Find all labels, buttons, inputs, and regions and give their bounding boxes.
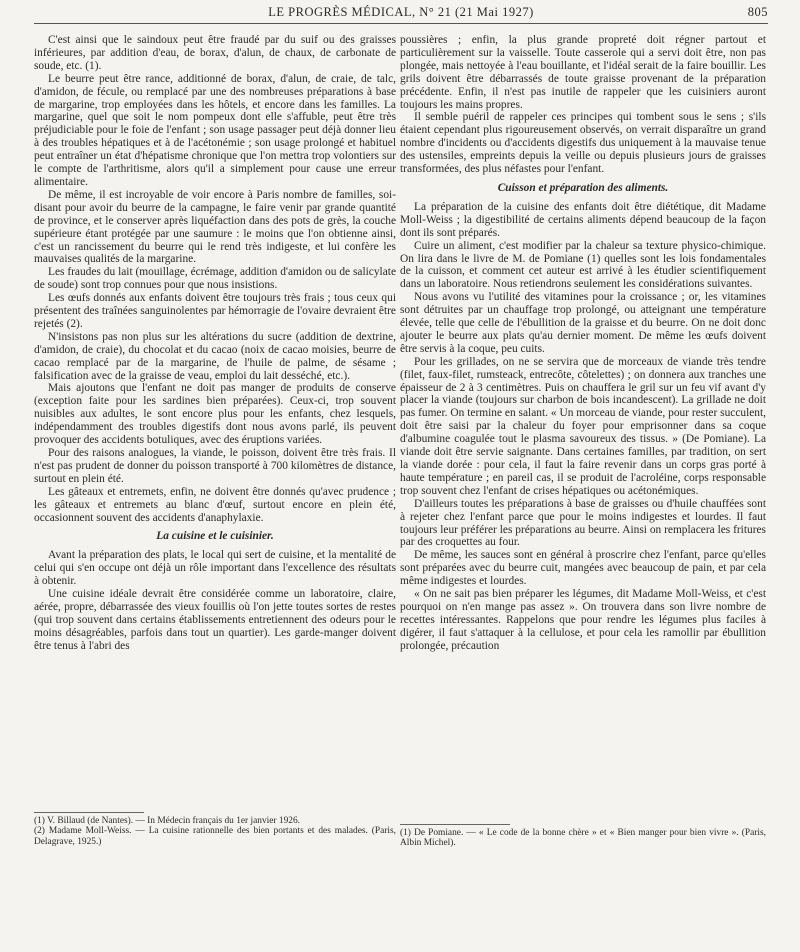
paragraph: poussières ; enfin, la plus grande propreté doit régner partout et particulièrement sur la vaisselle. Toute casserole qui a servi doit être, non pas plongée, mais nettoyée à l'eau bouillante, et l'idéal serait de la faire bouillir. Les grils doivent être débarrassés de toute graisse provenant de la préparation précédente. Enfin, il n'est pas inutile de rappeler que les cuisiniers auront toujours les mains propres. [400, 34, 766, 111]
left-footnotes [34, 816, 396, 847]
paragraph: Avant la préparation des plats, le local qui sert de cuisine, et la mentalité de celui qui s'en occupe ont déjà un rôle important dans l'excellence des résultats à obtenir. [34, 549, 396, 588]
footnote-rule [400, 824, 510, 825]
paragraph: Le beurre peut être rance, additionné de borax, d'alun, de craie, de talc, d'amidon, de fécule, ou remplacé par une des nombreuses préparations à base de margarine, trop employées dans les hôtels, et encore dans les familles. La margarine, quel que soit le nom pompeux dont elle s'affuble, peut être très préjudiciable pour le foie de l'enfant ; son usage passager peut déjà donner lieu à des troubles hépatiques et à de l'acétonémie ; son usage prolongé et habituel peut entraîner un état d'hépatisme chronique que l'on mettra trop volontiers sur le compte de l'arthritisme, alors qu'il a simplement pour cause une erreur alimentaire. [34, 72, 396, 188]
journal-title: LE PROGRÈS MÉDICAL, N° 21 (21 Mai 1927) [268, 5, 534, 19]
right-footnotes [400, 828, 766, 849]
paragraph: De même, il est incroyable de voir encore à Paris nombre de familles, soi-disant pour avoir du beurre de la campagne, le faire venir par grande quantité de province, et le conserver après liquéfaction dans des pots de grès, la couche supérieure étant protégée par une saumure : le moins que l'on obtienne ainsi, c'est un rancissement du beurre qui le rend très indigeste, et lui confère les mauvaises qualités de la margarine. [34, 188, 396, 266]
paragraph: Il semble puéril de rappeler ces principes qui tombent sous le sens ; s'ils étaient cependant plus rigoureusement observés, on verrait disparaître un grand nombre d'incidents ou d'accidents digestifs dus uniquement à la mauvaise tenue des ustensiles, empreints depuis la veille ou depuis plusieurs jours de graisses transformées, des plus néfastes pour l'enfant. [400, 111, 766, 176]
footnote: (1) V. Billaud (de Nantes). — In Médecin français du 1er janvier 1926. [34, 816, 300, 826]
paragraph: Pour des raisons analogues, la viande, le poisson, doivent être très frais. Il n'est pas prudent de donner du poisson transporté à 700 kilomètres de distance, surtout en plein été. [34, 447, 396, 485]
section-heading: La cuisine et le cuisinier. [156, 530, 274, 543]
section-heading: Cuisson et préparation des aliments. [497, 181, 669, 194]
paragraph: Les œufs donnés aux enfants doivent être toujours très frais ; tous ceux qui présentent des traînées sanguinolentes par hémorragie de l'ovaire devraient être rejetés (2). [34, 292, 396, 330]
paragraph: « On ne sait pas bien préparer les légumes, dit Madame Moll-Weiss, et c'est pourquoi on n'en mange pas assez ». On trouvera dans son livre nombre de recettes intéressantes. Rappelons que pour rendre les légumes plus faciles à digérer, il faut s'attaquer à la cellulose, et pour cela les ramollir par ébullition prolongée, précaution [400, 588, 766, 652]
footnote: (2) Madame Moll-Weiss. — La cuisine rationnelle des bien portants et des malades. (Paris, Delagrave, 1925.) [34, 826, 396, 847]
left-column [34, 34, 396, 653]
right-column [400, 34, 766, 653]
paragraph: D'ailleurs toutes les préparations à base de graisses ou d'huile chauffées sont à rejeter chez l'enfant parce que pour le moins indigestes et lourdes. Il faut toujours leur préférer les préparations au beurre. Ainsi on remplacera les fritures par des croquettes au four. [400, 497, 766, 549]
paragraph: Nous avons vu l'utilité des vitamines pour la croissance ; or, les vitamines sont détruites par un chauffage trop prolongé, ou atteignant une température élevée, telle que celle de l'ébullition de la graisse et du beurre. On ne doit donc ajouter le beurre aux plats qu'au dernier moment. De même les œufs doivent être servis à la coque, peu cuits. [400, 291, 766, 355]
footnote: (1) De Pomiane. — « Le code de la bonne chère » et « Bien manger pour bien vivre ». (Paris, Albin Michel). [400, 828, 766, 849]
paragraph: Mais ajoutons que l'enfant ne doit pas manger de produits de conserve (exception faite pour les sardines bien préparées). Ceux-ci, trop souvent nuisibles aux adultes, le sont encore plus pour les enfants, chez lesquels, indépendamment des troubles digestifs dont nous avons parlé, ils peuvent provoquer des accidents botuliques, avec des éruptions variées. [34, 382, 396, 447]
paragraph: La préparation de la cuisine des enfants doit être diététique, dit Madame Moll-Weiss ; la digestibilité de certains aliments dépend beaucoup de la façon dont ils sont préparés. [400, 200, 766, 239]
paragraph: De même, les sauces sont en général à proscrire chez l'enfant, parce qu'elles sont préparées avec du beurre cuit, mangées avec beaucoup de pain, et par cela même indigestes et lourdes. [400, 549, 766, 588]
paragraph: Cuire un aliment, c'est modifier par la chaleur sa texture physico-chimique. On lira dans le livre de M. de Pomiane (1) quelles sont les lois fondamentales de la cuisson, et comment cet auteur est arrivé à les étudier scientifiquement dans un laboratoire. Nous retiendrons seulement les considérations suivantes. [400, 239, 766, 291]
paragraph: N'insistons pas non plus sur les altérations du sucre (addition de dextrine, d'amidon, de craie), du chocolat et du cacao (noix de cacao moisies, beurre de cacao remplacé par de la margarine, de l'huile de palme, de sésame ; falsification avec de la graisse de veau, emploi du lait desséché, etc.). [34, 330, 396, 382]
paragraph: Les gâteaux et entremets, enfin, ne doivent être donnés qu'avec prudence ; les gâteaux et entremets au blanc d'œuf, surtout encore en plein été, occasionnent souvent des accidents d'anaphylaxie. [34, 485, 396, 524]
paragraph: C'est ainsi que le saindoux peut être fraudé par du suif ou des graisses inférieures, par addition d'eau, de borax, d'alun, de chaux, de carbonate de soude, etc. (1). [34, 34, 396, 72]
paragraph: Une cuisine idéale devrait être considérée comme un laboratoire, claire, aérée, propre, débarrassée des vieux fouillis où l'on jette toutes sortes de restes (qui trop souvent dans certains établissements entretiennent des odeurs pour le moins désagréables, parfois dans tout un quartier). Les garde-manger doivent être tenus à l'abri des [34, 588, 396, 652]
page-number: 805 [747, 5, 768, 19]
paragraph: Pour les grillades, on ne se servira que de morceaux de viande très tendre (filet, faux-filet, rumsteack, entrecôte, côtelettes) ; on donnera aux tranches une épaisseur de 2 à 3 centimètres. Puis on chauffera le gril sur un feu vif avant d'y placer la viande (toujours sur charbon de bois incandescent). La grillade ne doit pas fumer. On termine en salant. « Un morceau de viande, pour rester succulent, doit être saisi par la chaleur du foyer pour emprisonner dans sa coque d'albumine coagulée tout le plasma savoureux des tissus. » (De Pomiane). La viande doit être servie saignante. Dans certaines familles, par tradition, on sert la viande dorée : pour cela, il faut la faire revenir dans un corps gras porté à haute température ; en pareil cas, il se produit de l'acroléine, corps responsable trop souvent chez l'enfant de crises hépatiques ou acétonémiques. [400, 355, 766, 497]
running-header [34, 3, 768, 24]
paragraph: Les fraudes du lait (mouillage, écrémage, addition d'amidon ou de salicylate de soude) sont trop connues pour que nous insistions. [34, 266, 396, 292]
footnote-rule [34, 812, 144, 813]
